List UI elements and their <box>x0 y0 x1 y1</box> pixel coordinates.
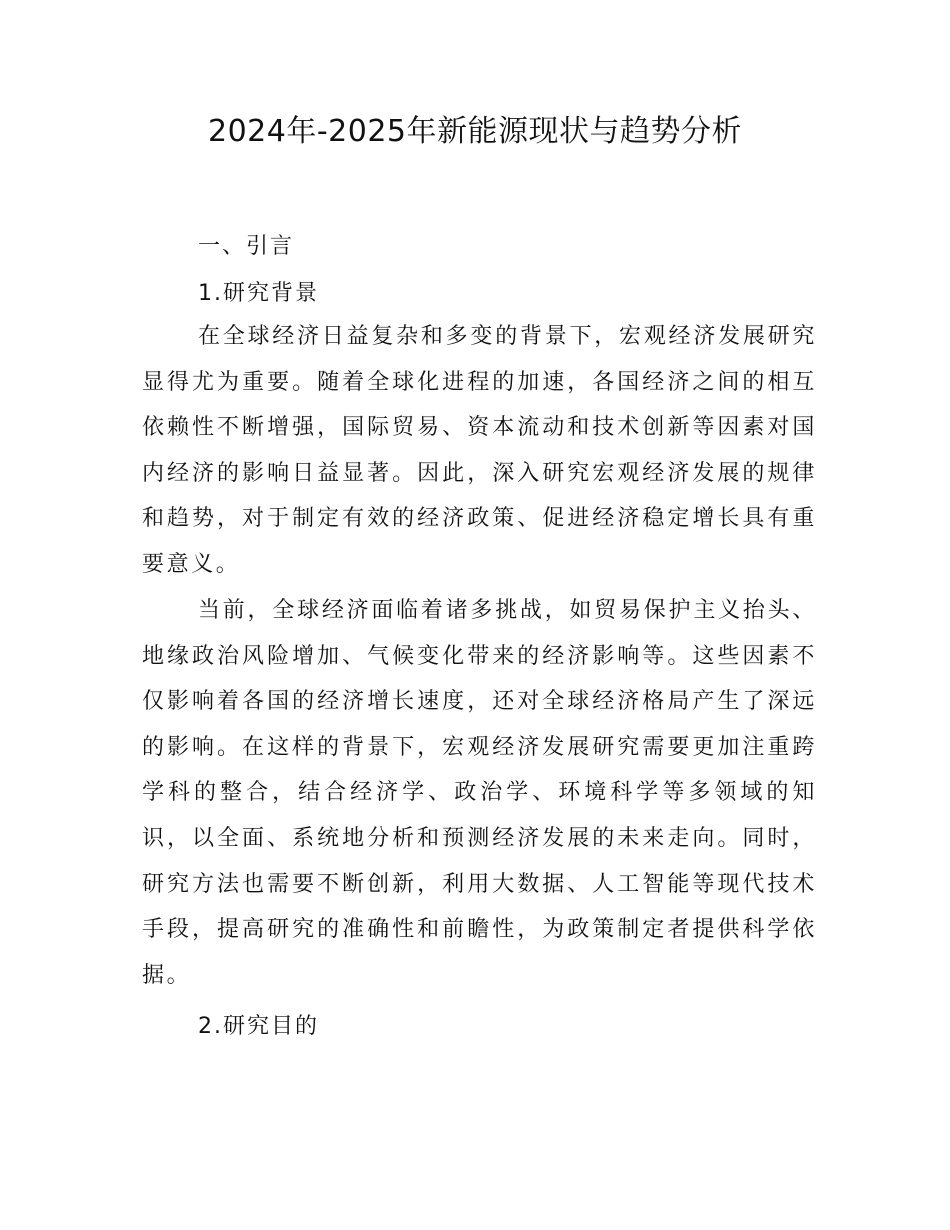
paragraph-background-1: 在全球经济日益复杂和多变的背景下，宏观经济发展研究显得尤为重要。随着全球化进程的加速，各国经济之间的相互依赖性不断增强，国际贸易、资本流动和技术创新等因素对国内经济的影响日益显著。因此，深入研究宏观经济发展的规律和趋势，对于制定有效的经济政策、促进经济稳定增长具有重要意义。 <box>142 324 817 577</box>
subsection-heading-purpose: 2.研究目的 <box>198 1014 319 1039</box>
subsection-heading-background: 1.研究背景 <box>198 281 319 306</box>
section-heading-introduction: 一、引言 <box>198 234 295 259</box>
document-title: 2024年-2025年新能源现状与趋势分析 <box>207 114 743 149</box>
paragraph-background-2: 当前，全球经济面临着诸多挑战，如贸易保护主义抬头、地缘政治风险增加、气候变化带来的经济影响等。这些因素不仅影响着各国的经济增长速度，还对全球经济格局产生了深远的影响。在这样的背景下，宏观经济发展研究需要更加注重跨学科的整合，结合经济学、政治学、环境科学等多领域的知识，以全面、系统地分析和预测经济发展的未来走向。同时，研究方法也需要不断创新，利用大数据、人工智能等现代技术手段，提高研究的准确性和前瞻性，为政策制定者提供科学依据。 <box>142 598 817 988</box>
